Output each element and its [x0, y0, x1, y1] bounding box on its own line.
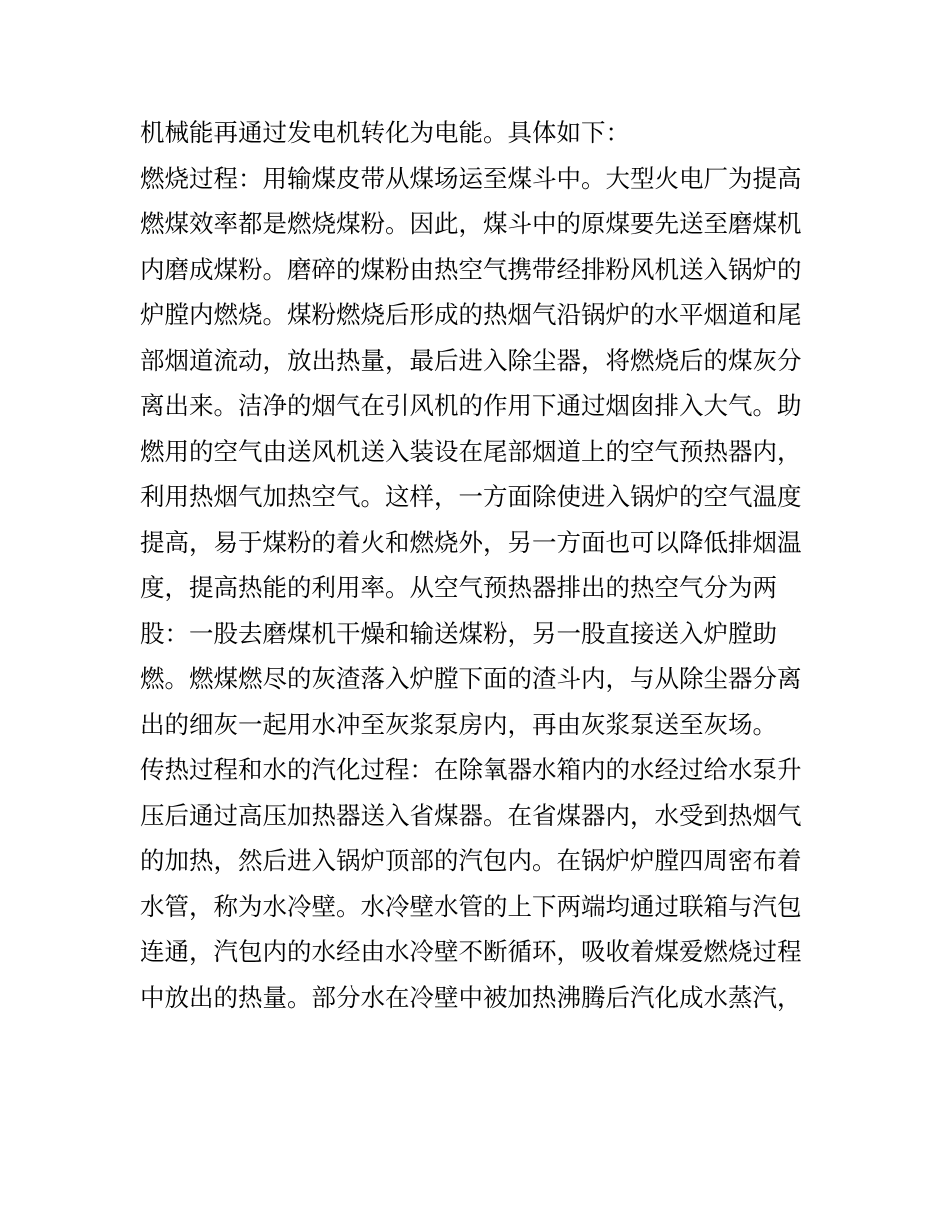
text-line-6: 部烟道流动，放出热量，最后进入除尘器，将燃烧后的煤灰分 [140, 345, 802, 375]
text-line-3: 燃煤效率都是燃烧煤粉。因此，煤斗中的原煤要先送至磨煤机 [140, 209, 802, 238]
text-line-18: 水管，称为水冷壁。水冷壁水管的上下两端均通过联箱与汽包 [140, 891, 802, 921]
text-line-19: 连通，汽包内的水经由水冷壁不断循环，吸收着煤爱燃烧过程 [140, 937, 802, 966]
text-line-10: 提高，易于煤粉的着火和燃烧外，另一方面也可以降低排烟温 [140, 527, 802, 557]
text-line-17: 的加热，然后进入锅炉顶部的汽包内。在锅炉炉膛四周密布着 [140, 846, 802, 875]
text-line-14: 出的细灰一起用水冲至灰浆泵房内，再由灰浆泵送至灰场。 [140, 709, 777, 739]
text-line-8: 燃用的空气由送风机送入装设在尾部烟道上的空气预热器内， [140, 436, 802, 466]
text-line-20: 中放出的热量。部分水在冷壁中被加热沸腾后汽化成水蒸汽， [140, 982, 802, 1012]
text-line-7: 离出来。洁净的烟气在引风机的作用下通过烟囱排入大气。助 [140, 391, 802, 420]
text-line-16: 压后通过高压加热器送入省煤器。在省煤器内，水受到热烟气 [140, 800, 802, 830]
text-line-12: 股：一股去磨煤机干燥和输送煤粉，另一股直接送入炉膛助 [140, 618, 777, 648]
text-line-1: 机械能再通过发电机转化为电能。具体如下： [140, 118, 630, 147]
text-line-2: 燃烧过程：用输煤皮带从煤场运至煤斗中。大型火电厂为提高 [140, 163, 802, 193]
body-text [140, 110, 820, 1020]
text-line-4: 内磨成煤粉。磨碎的煤粉由热空气携带经排粉风机送入锅炉的 [140, 254, 802, 284]
text-line-13: 燃。燃煤燃尽的灰渣落入炉膛下面的渣斗内，与从除尘器分离 [140, 664, 802, 693]
text-line-11: 度，提高热能的利用率。从空气预热器排出的热空气分为两 [140, 573, 777, 602]
text-line-15: 传热过程和水的汽化过程：在除氧器水箱内的水经过给水泵升 [140, 755, 802, 784]
text-line-5: 炉膛内燃烧。煤粉燃烧后形成的热烟气沿锅炉的水平烟道和尾 [140, 300, 802, 329]
text-line-9: 利用热烟气加热空气。这样，一方面除使进入锅炉的空气温度 [140, 482, 802, 511]
